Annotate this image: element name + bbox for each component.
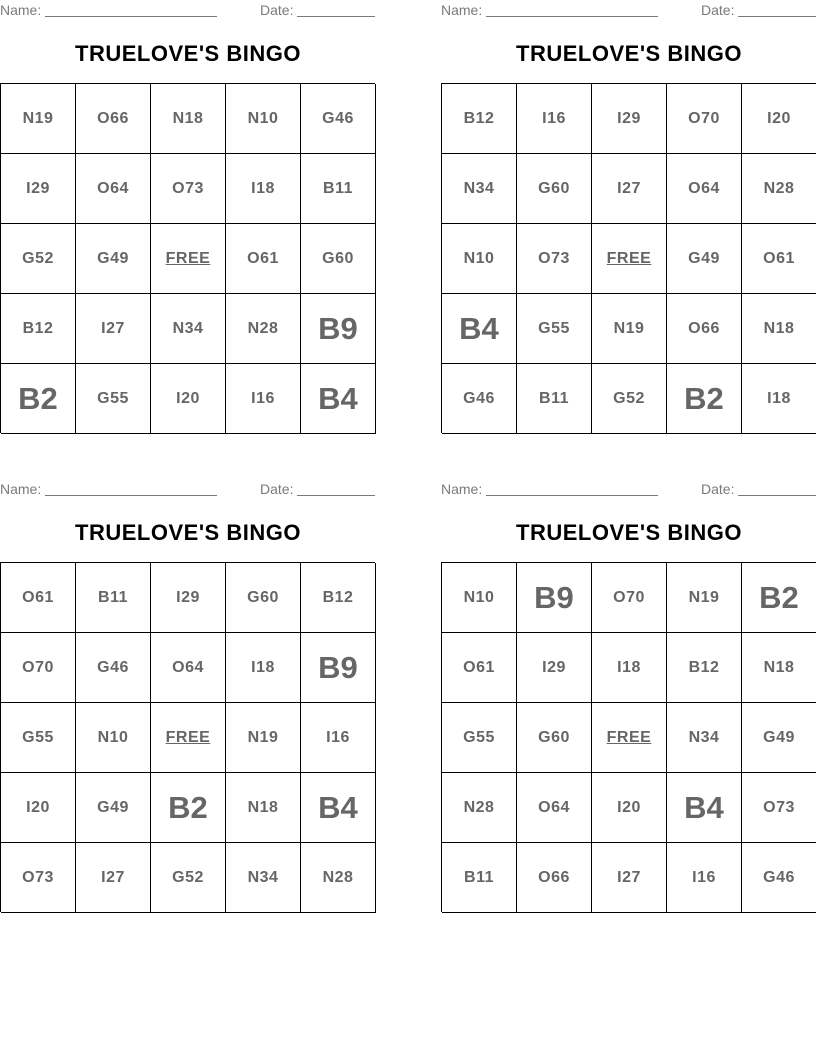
bingo-cell[interactable]: G46 <box>301 84 376 154</box>
bingo-cell[interactable]: G49 <box>742 703 816 773</box>
bingo-cell[interactable]: N34 <box>226 843 301 913</box>
date-label: Date: <box>260 2 294 18</box>
bingo-cell[interactable]: B12 <box>667 633 742 703</box>
bingo-cell[interactable]: N28 <box>442 773 517 843</box>
bingo-cell[interactable]: G49 <box>667 224 742 294</box>
card-title: TRUELOVE'S BINGO <box>516 520 742 545</box>
free-space[interactable]: FREE <box>151 224 226 294</box>
bingo-cell[interactable]: N18 <box>226 773 301 843</box>
bingo-cell[interactable]: B4 <box>301 364 376 434</box>
bingo-cell[interactable]: N28 <box>742 154 816 224</box>
bingo-cell[interactable]: O61 <box>742 224 816 294</box>
bingo-cell[interactable]: G49 <box>76 224 151 294</box>
bingo-cell[interactable]: I16 <box>226 364 301 434</box>
bingo-grid <box>0 562 375 912</box>
bingo-cell[interactable]: N10 <box>442 224 517 294</box>
bingo-cell[interactable]: B12 <box>301 563 376 633</box>
bingo-cell[interactable]: B4 <box>301 773 376 843</box>
bingo-cell[interactable]: I20 <box>742 84 816 154</box>
bingo-cell[interactable]: G49 <box>76 773 151 843</box>
bingo-cell[interactable]: I16 <box>667 843 742 913</box>
card-header <box>0 2 376 20</box>
bingo-cell[interactable]: N34 <box>442 154 517 224</box>
bingo-cell[interactable]: G55 <box>517 294 592 364</box>
bingo-cell[interactable]: B4 <box>442 294 517 364</box>
bingo-cell[interactable]: B9 <box>517 563 592 633</box>
bingo-cell[interactable]: O73 <box>742 773 816 843</box>
bingo-cell[interactable]: O66 <box>667 294 742 364</box>
bingo-cell[interactable]: O70 <box>592 563 667 633</box>
bingo-cell[interactable]: B11 <box>442 843 517 913</box>
bingo-cell[interactable]: N19 <box>1 84 76 154</box>
bingo-cell[interactable]: I20 <box>1 773 76 843</box>
bingo-cell[interactable]: B11 <box>301 154 376 224</box>
bingo-cell[interactable]: I18 <box>592 633 667 703</box>
card-header <box>0 481 376 499</box>
date-label: Date: <box>260 481 294 497</box>
bingo-cell[interactable]: N10 <box>442 563 517 633</box>
name-field-line[interactable] <box>486 495 658 496</box>
bingo-cell[interactable]: B4 <box>667 773 742 843</box>
bingo-cell[interactable]: G60 <box>301 224 376 294</box>
bingo-cell[interactable]: N28 <box>226 294 301 364</box>
bingo-cell[interactable]: G52 <box>592 364 667 434</box>
bingo-cell[interactable]: N19 <box>226 703 301 773</box>
name-field-line[interactable] <box>486 16 658 17</box>
bingo-cell[interactable]: G52 <box>151 843 226 913</box>
bingo-cell[interactable]: I27 <box>76 294 151 364</box>
bingo-cell[interactable]: I29 <box>517 633 592 703</box>
date-field-line[interactable] <box>738 16 816 17</box>
bingo-cell[interactable]: I18 <box>742 364 816 434</box>
card-title: TRUELOVE'S BINGO <box>75 520 301 545</box>
name-label: Name: <box>441 2 483 18</box>
bingo-cell[interactable]: B12 <box>1 294 76 364</box>
bingo-cell[interactable]: I29 <box>592 84 667 154</box>
bingo-cell[interactable]: O64 <box>151 633 226 703</box>
card-header <box>441 481 816 499</box>
bingo-cell[interactable]: B2 <box>1 364 76 434</box>
card-title: TRUELOVE'S BINGO <box>516 41 742 66</box>
bingo-cell[interactable]: I27 <box>592 154 667 224</box>
bingo-cell[interactable]: N34 <box>151 294 226 364</box>
bingo-cell[interactable]: I16 <box>301 703 376 773</box>
bingo-cell[interactable]: G60 <box>517 703 592 773</box>
card-header <box>441 2 816 20</box>
bingo-cell[interactable]: G55 <box>1 703 76 773</box>
bingo-cell[interactable]: B11 <box>76 563 151 633</box>
bingo-cell[interactable]: I18 <box>226 154 301 224</box>
bingo-cell[interactable]: N34 <box>667 703 742 773</box>
bingo-cell[interactable]: B9 <box>301 294 376 364</box>
bingo-cell[interactable]: I29 <box>1 154 76 224</box>
bingo-cell[interactable]: G55 <box>76 364 151 434</box>
bingo-cell[interactable]: O64 <box>517 773 592 843</box>
bingo-cell[interactable]: B2 <box>151 773 226 843</box>
free-space[interactable]: FREE <box>592 703 667 773</box>
bingo-cell[interactable]: N18 <box>742 633 816 703</box>
bingo-grid <box>441 562 816 912</box>
bingo-cell[interactable]: O73 <box>517 224 592 294</box>
bingo-cell[interactable]: G46 <box>442 364 517 434</box>
bingo-cell[interactable]: N28 <box>301 843 376 913</box>
bingo-cell[interactable]: O61 <box>226 224 301 294</box>
bingo-cell[interactable]: O66 <box>517 843 592 913</box>
bingo-cell[interactable]: O70 <box>667 84 742 154</box>
name-field-line[interactable] <box>45 16 217 17</box>
bingo-cell[interactable]: O73 <box>151 154 226 224</box>
date-label: Date: <box>701 481 735 497</box>
bingo-cell[interactable]: G46 <box>742 843 816 913</box>
bingo-cell[interactable]: B12 <box>442 84 517 154</box>
bingo-cell[interactable]: O73 <box>1 843 76 913</box>
bingo-grid <box>441 83 816 433</box>
bingo-cell[interactable]: N18 <box>742 294 816 364</box>
bingo-cell[interactable]: G60 <box>517 154 592 224</box>
date-field-line[interactable] <box>297 16 375 17</box>
name-label: Name: <box>441 481 483 497</box>
bingo-cell[interactable]: O66 <box>76 84 151 154</box>
date-field-line[interactable] <box>297 495 375 496</box>
date-label: Date: <box>701 2 735 18</box>
bingo-cell[interactable]: I18 <box>226 633 301 703</box>
free-space[interactable]: FREE <box>592 224 667 294</box>
bingo-cell[interactable]: G60 <box>226 563 301 633</box>
bingo-cell[interactable]: I27 <box>76 843 151 913</box>
bingo-cell[interactable]: O64 <box>76 154 151 224</box>
bingo-grid <box>0 83 375 433</box>
bingo-cell[interactable]: O61 <box>442 633 517 703</box>
bingo-cell[interactable]: G55 <box>442 703 517 773</box>
date-field-line[interactable] <box>738 495 816 496</box>
name-label: Name: <box>0 481 42 497</box>
bingo-cell[interactable]: B2 <box>742 563 816 633</box>
bingo-cell[interactable]: N10 <box>76 703 151 773</box>
bingo-cell[interactable]: I20 <box>592 773 667 843</box>
name-label: Name: <box>0 2 42 18</box>
bingo-cell[interactable]: I16 <box>517 84 592 154</box>
bingo-cell[interactable]: I29 <box>151 563 226 633</box>
bingo-cell[interactable]: O61 <box>1 563 76 633</box>
name-field-line[interactable] <box>45 495 217 496</box>
bingo-cell[interactable]: B11 <box>517 364 592 434</box>
bingo-cell[interactable]: G46 <box>76 633 151 703</box>
bingo-cell[interactable]: O64 <box>667 154 742 224</box>
bingo-cell[interactable]: I20 <box>151 364 226 434</box>
bingo-cell[interactable]: N10 <box>226 84 301 154</box>
bingo-cell[interactable]: B2 <box>667 364 742 434</box>
bingo-cell[interactable]: N19 <box>592 294 667 364</box>
bingo-cell[interactable]: N19 <box>667 563 742 633</box>
bingo-cell[interactable]: N18 <box>151 84 226 154</box>
bingo-cell[interactable]: B9 <box>301 633 376 703</box>
bingo-cell[interactable]: G52 <box>1 224 76 294</box>
bingo-cell[interactable]: O70 <box>1 633 76 703</box>
bingo-cell[interactable]: I27 <box>592 843 667 913</box>
free-space[interactable]: FREE <box>151 703 226 773</box>
card-title: TRUELOVE'S BINGO <box>75 41 301 66</box>
